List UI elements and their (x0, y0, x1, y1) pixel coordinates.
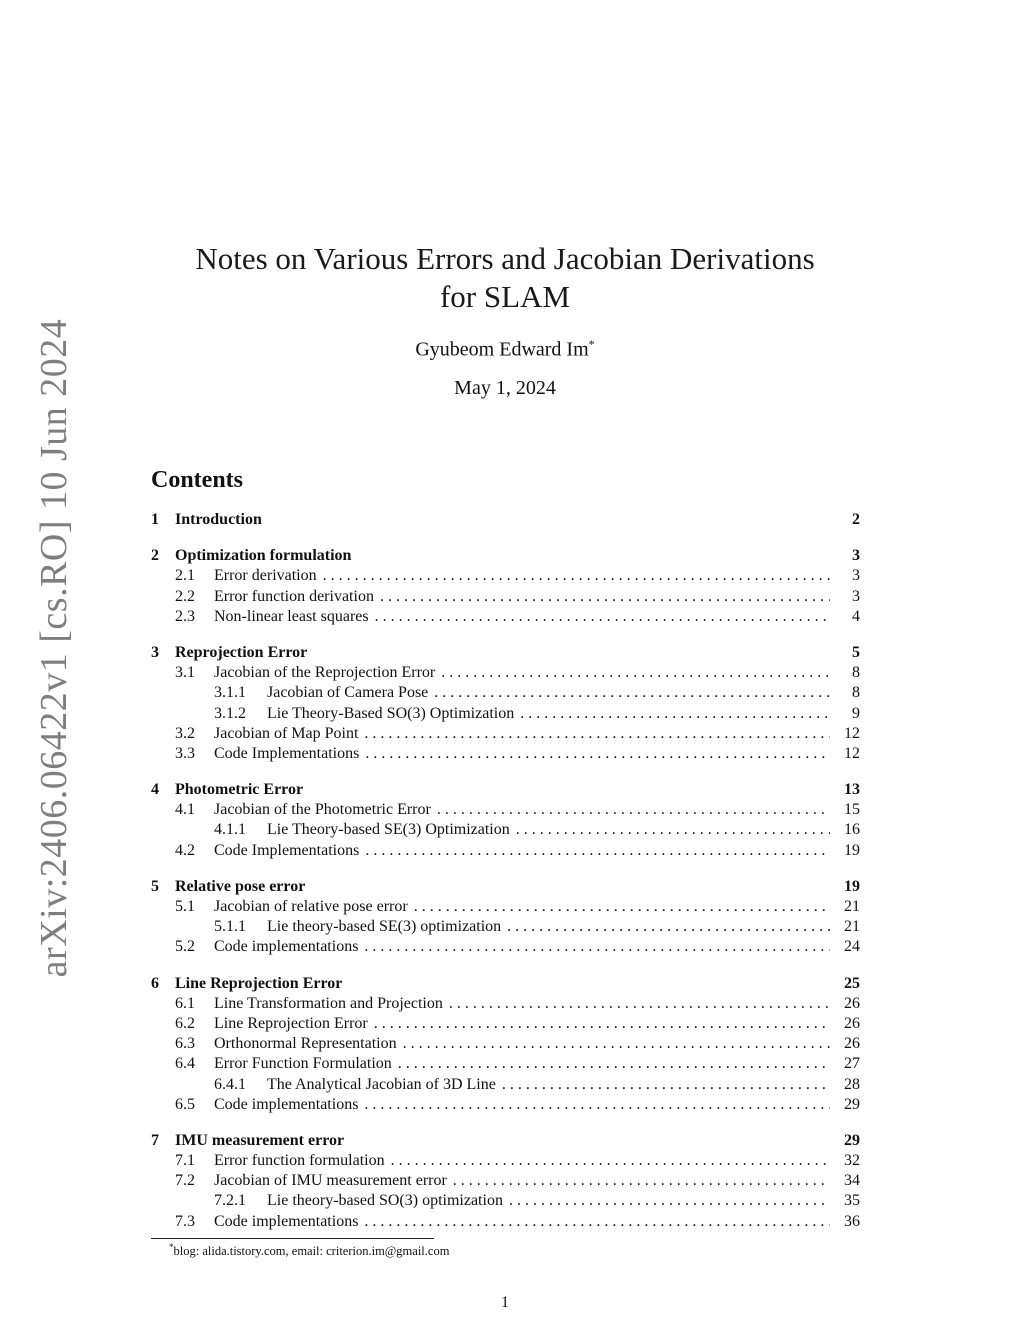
toc-entry-title: Line Reprojection Error (175, 974, 343, 992)
toc-entry-page: 29 (844, 1131, 860, 1149)
toc-entry-title: Jacobian of IMU measurement error (214, 1172, 447, 1190)
toc-entry-title: Optimization formulation (175, 547, 352, 565)
toc-leader-dots (369, 607, 830, 627)
toc-subsection-entry[interactable] (151, 1054, 860, 1074)
toc-entry-number: 2.2 (175, 587, 195, 605)
toc-entry-number: 3.1 (175, 664, 195, 682)
toc-subsection-entry[interactable] (151, 1034, 860, 1054)
paper-title (0, 240, 1010, 316)
toc-subsection-entry[interactable] (151, 1151, 860, 1171)
toc-leader-dots (447, 1171, 830, 1191)
toc-entry-title: Reprojection Error (175, 643, 308, 661)
author-footnote-mark: * (588, 337, 595, 351)
toc-entry-title: Error Function Formulation (214, 1055, 392, 1073)
toc-entry-page: 2 (852, 511, 860, 528)
toc-leader-dots (408, 897, 830, 917)
footnote (169, 1242, 449, 1259)
toc-entry-title: Line Reprojection Error (214, 1014, 368, 1032)
toc-entry-page: 4 (852, 607, 860, 625)
toc-entry-page: 16 (844, 821, 860, 839)
toc-entry-page: 12 (844, 744, 860, 762)
toc-subsection-entry[interactable] (151, 1014, 860, 1034)
toc-entry-number: 4 (151, 781, 159, 799)
toc-entry-number: 1 (151, 511, 159, 528)
toc-leader-dots (358, 724, 830, 744)
toc-section-entry[interactable] (151, 546, 860, 566)
toc-leader-dots (514, 704, 830, 724)
toc-entry-number: 6.3 (175, 1035, 195, 1053)
toc-entry-title: Code implementations (214, 1095, 359, 1113)
toc-entry-title: Photometric Error (175, 781, 304, 799)
toc-entry-number: 7.1 (175, 1152, 195, 1170)
toc-entry-page: 8 (852, 664, 860, 682)
toc-entry-page: 21 (844, 918, 860, 936)
arxiv-identifier: arXiv:2406.06422v1 [cs.RO] 10 Jun 2024 (33, 318, 75, 978)
toc-entry-title: Lie theory-based SO(3) optimization (267, 1192, 503, 1210)
toc-subsubsection-entry[interactable] (151, 1075, 860, 1095)
toc-entry-page: 28 (844, 1075, 860, 1093)
publication-date: May 1, 2024 (454, 377, 556, 399)
toc-section (151, 643, 860, 764)
toc-entry-title: Jacobian of Camera Pose (267, 684, 429, 702)
toc-entry-number: 2.3 (175, 607, 195, 625)
toc-entry-title: The Analytical Jacobian of 3D Line (267, 1075, 496, 1093)
toc-entry-number: 4.1 (175, 801, 195, 819)
title-line-1: Notes on Various Errors and Jacobian Derivations (195, 241, 815, 276)
toc-entry-number: 2.1 (175, 567, 195, 585)
toc-leader-dots (503, 1191, 830, 1211)
toc-leader-dots (501, 917, 830, 937)
toc-section-entry[interactable] (151, 877, 860, 897)
toc-entry-title: Jacobian of Map Point (214, 724, 359, 742)
toc-subsection-entry[interactable] (151, 663, 860, 683)
toc-entry-number: 6.4 (175, 1055, 195, 1073)
toc-entry-number: 6.5 (175, 1095, 195, 1113)
footnote-text: blog: alida.tistory.com, email: criterion.im@gmail.com (173, 1244, 450, 1259)
toc-entry-page: 15 (844, 801, 860, 819)
toc-entry-page: 12 (844, 724, 860, 742)
toc-leader-dots (392, 1054, 830, 1074)
toc-leader-dots (496, 1075, 830, 1095)
author (0, 337, 1010, 362)
toc-leader-dots (428, 683, 830, 703)
toc-entry-title: Error function formulation (214, 1152, 385, 1170)
toc-entry-number: 3 (151, 643, 159, 661)
toc-entry-page: 5 (852, 643, 860, 661)
toc-entry-title: Error derivation (214, 567, 317, 585)
toc-entry-page: 9 (852, 704, 860, 722)
toc-entry-page: 13 (844, 781, 860, 799)
toc-section (151, 780, 860, 861)
toc-entry-number: 4.2 (175, 841, 195, 859)
author-name: Gyubeom Edward Im (415, 338, 589, 361)
toc-entry-title: Lie Theory-based SE(3) Optimization (267, 821, 510, 839)
toc-entry-number: 3.1.1 (214, 684, 246, 702)
toc-subsection-entry[interactable] (151, 587, 860, 607)
toc-leader-dots (358, 1095, 830, 1115)
toc-entry-page: 19 (844, 877, 860, 895)
toc-subsection-entry[interactable] (151, 744, 860, 764)
toc-entry-title: Jacobian of the Reprojection Error (214, 664, 436, 682)
toc-section (151, 974, 860, 1115)
toc-leader-dots (435, 663, 830, 683)
page-number: 1 (501, 1294, 509, 1311)
toc-entry-title: Non-linear least squares (214, 607, 369, 625)
toc-subsection-entry[interactable] (151, 724, 860, 744)
toc-leader-dots (431, 800, 830, 820)
table-of-contents (151, 510, 860, 1248)
toc-entry-title: IMU measurement error (175, 1131, 345, 1149)
toc-entry-number: 4.1.1 (214, 821, 246, 839)
toc-subsection-entry[interactable] (151, 607, 860, 627)
toc-entry-page: 24 (844, 938, 860, 956)
toc-entry-number: 5.1.1 (214, 918, 246, 936)
toc-entry-number: 3.1.2 (214, 704, 246, 722)
toc-section-entry[interactable] (151, 974, 860, 994)
toc-subsubsection-entry[interactable] (151, 917, 860, 937)
toc-entry-title: Lie theory-based SE(3) optimization (267, 918, 502, 936)
toc-entry-title: Jacobian of the Photometric Error (214, 801, 431, 819)
toc-leader-dots (368, 1014, 830, 1034)
toc-entry-title: Code implementations (214, 1212, 359, 1230)
toc-entry-number: 5 (151, 877, 159, 895)
toc-leader-dots (317, 566, 830, 586)
toc-entry-number: 6.2 (175, 1014, 195, 1032)
toc-entry-page: 36 (844, 1212, 860, 1230)
toc-entry-number: 7 (151, 1131, 159, 1149)
toc-entry-number: 2 (151, 547, 159, 565)
toc-entry-number: 7.3 (175, 1212, 195, 1230)
toc-leader-dots (385, 1151, 830, 1171)
toc-subsection-entry[interactable] (151, 1212, 860, 1232)
toc-subsection-entry[interactable] (151, 994, 860, 1014)
toc-leader-dots (374, 587, 830, 607)
toc-subsubsection-entry[interactable] (151, 820, 860, 840)
toc-entry-page: 3 (852, 587, 860, 605)
toc-entry-page: 35 (844, 1192, 860, 1210)
toc-subsubsection-entry[interactable] (151, 1191, 860, 1211)
toc-entry-page: 3 (852, 547, 860, 565)
toc-subsection-entry[interactable] (151, 800, 860, 820)
toc-entry-title: Code Implementations (214, 744, 360, 762)
toc-section (151, 877, 860, 958)
toc-entry-title: Line Transformation and Projection (214, 994, 443, 1012)
toc-leader-dots (359, 841, 830, 861)
toc-section (151, 510, 860, 530)
toc-leader-dots (358, 937, 830, 957)
toc-entry-page: 19 (844, 841, 860, 859)
toc-entry-page: 26 (844, 1035, 860, 1053)
toc-entry-page: 34 (844, 1172, 860, 1190)
toc-entry-number: 3.3 (175, 744, 195, 762)
toc-section (151, 546, 860, 627)
toc-entry-number: 5.1 (175, 898, 195, 915)
toc-subsection-entry[interactable] (151, 897, 860, 917)
toc-leader-dots (443, 994, 830, 1014)
contents-heading: Contents (151, 467, 244, 493)
toc-entry-page: 26 (844, 994, 860, 1012)
toc-leader-dots (510, 820, 830, 840)
toc-entry-title: Relative pose error (175, 877, 306, 895)
toc-entry-page: 3 (852, 567, 860, 585)
title-line-2: for SLAM (439, 279, 571, 314)
toc-subsubsection-entry[interactable] (151, 704, 860, 724)
toc-subsubsection-entry[interactable] (151, 683, 860, 703)
toc-leader-dots (359, 744, 830, 764)
toc-entry-title: Lie Theory-Based SO(3) Optimization (267, 704, 515, 722)
toc-entry-number: 3.2 (175, 724, 195, 742)
footnote-rule (151, 1238, 434, 1239)
toc-entry-title: Orthonormal Representation (214, 1035, 397, 1053)
toc-entry-page: 32 (844, 1152, 860, 1170)
toc-entry-page: 27 (844, 1055, 860, 1073)
toc-subsection-entry[interactable] (151, 937, 860, 957)
toc-entry-page: 8 (852, 684, 860, 702)
toc-entry-title: Introduction (175, 511, 262, 528)
toc-entry-page: 26 (844, 1014, 860, 1032)
toc-entry-number: 6.4.1 (214, 1075, 246, 1093)
toc-subsection-entry[interactable] (151, 841, 860, 861)
toc-entry-title: Code implementations (214, 938, 359, 956)
toc-subsection-entry[interactable] (151, 1095, 860, 1115)
toc-entry-number: 6 (151, 974, 159, 992)
toc-entry-title: Code Implementations (214, 841, 360, 859)
toc-entry-title: Error function derivation (214, 587, 374, 605)
toc-leader-dots (358, 1212, 830, 1232)
toc-subsection-entry[interactable] (151, 1171, 860, 1191)
toc-entry-number: 7.2.1 (214, 1192, 246, 1210)
footnote-mark: * (169, 1242, 174, 1252)
toc-entry-title: Jacobian of relative pose error (214, 898, 408, 915)
toc-entry-page: 25 (844, 974, 860, 992)
toc-subsection-entry[interactable] (151, 566, 860, 586)
toc-section-entry[interactable] (151, 780, 860, 800)
toc-section-entry[interactable] (151, 643, 860, 663)
toc-section-entry[interactable] (151, 510, 860, 530)
toc-entry-number: 5.2 (175, 938, 195, 956)
toc-entry-page: 21 (844, 898, 860, 915)
toc-entry-number: 6.1 (175, 994, 195, 1012)
toc-section-entry[interactable] (151, 1131, 860, 1151)
toc-entry-number: 7.2 (175, 1172, 195, 1190)
toc-section (151, 1131, 860, 1232)
toc-leader-dots (397, 1034, 830, 1054)
toc-entry-page: 29 (844, 1095, 860, 1113)
